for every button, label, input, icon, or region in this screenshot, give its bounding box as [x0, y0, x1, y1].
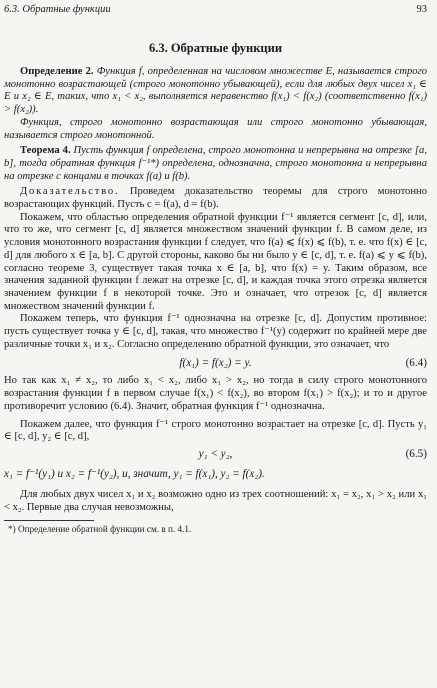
footnote-divider: [4, 520, 94, 521]
equation-6-4: [4, 351, 427, 375]
equation-6-5: [4, 444, 427, 464]
equation-6-4-number: (6.4): [405, 357, 427, 370]
definition-text: Функция f, определенная на числовом множестве E, называется строго монотонно возрастающей (строго монотонно убывающей), если для любых двух чисел x₁ ∈ E и x₂ ∈ E, таких, что x₁ < x₂, выполняется неравенство f(x₁) < f(x₂) (соответственно f(x₁) > f(x₂)).: [4, 66, 428, 116]
equation-6-4-body: f(x₁) = f(x₂) = y.: [179, 357, 252, 370]
page-number: 93: [416, 4, 427, 15]
running-head: [4, 4, 427, 24]
equation-6-5-number: (6.5): [405, 447, 427, 460]
running-title: 6.3. Обратные функции: [4, 4, 111, 15]
theorem-text: Пусть функция f определена, строго монотонна и непрерывна на отрезке [a, b], тогда обратная функция f⁻¹*) определена, однозначна, строго монотонна и непрерывна на отрезке с концами в точках f(a) и f(b).: [4, 145, 427, 182]
theorem-label: Теорема 4.: [20, 145, 71, 157]
proof-label: Доказательство.: [20, 186, 120, 198]
theorem-paragraph: [4, 145, 427, 183]
proof-paragraph-monotone: Покажем далее, что функция f⁻¹ строго монотонно возрастает на отрезке [c, d]. Пусть y₁ ∈ [c, d], y₂ ∈ [c, d],: [4, 418, 427, 443]
proof-intro: [4, 186, 427, 211]
definition-paragraph: [4, 66, 427, 117]
section-title: 6.3. Обратные функции: [148, 41, 283, 55]
proof-paragraph-contradiction: Но так как x₁ ≠ x₂, то либо x₁ < x₂, либо x₁ > x₂, но тогда в силу строго монотонного возрастания функции f в первом случае f(x₁) < f(x₂), во втором f(x₁) > f(x₂); и то и другое противоречит условию (6.4). Значит, обратная функция f⁻¹ однозначна.: [4, 375, 427, 412]
proof-paragraph-domain: Покажем, что областью определения обратной функции f⁻¹ является сегмент [c, d], или, что то же, что сегмент [c, d] является множеством значений функции f. В самом деле, из условия монотонного возрастания функции f следует, что f(a) ⩽ f(x) ⩽ f(b), т. е. что f(x) ∈ [c, d] для любого x ∈ [a, b]. С другой стороны, каково бы ни было y ∈ [c, d], т. е. f(a) ⩽ y ⩽ f(b), согласно теореме 3, существует такая точка x ∈ [a, b], что f(x) = y. Таким образом, все значения заданной функции f лежат на отрезке [c, d], и каждая точка этого отрезка является значением функции f в некоторой точке. Это и означает, что отрезок [c, d] является множеством значений функции f.: [4, 211, 427, 312]
equation-6-5-body: y₁ < y₂,: [198, 447, 233, 460]
proof-paragraph-cases: Для любых двух чисел x₁ и x₂ возможно одно из трех соотношений: x₁ = x₂, x₁ > x₂ или x₁ < x₂. Первые два случая невозможны,: [4, 488, 427, 513]
proof-intro-text: Проведем доказательство теоремы для строго монотонно возрастающих функций. Пусть c = f(a), d = f(b).: [4, 186, 427, 211]
equation-inverse-values: x₁ = f⁻¹(y₁) и x₂ = f⁻¹(y₂), и, значит, y₁ = f(x₁), y₂ = f(x₂).: [4, 467, 265, 480]
footnote: *) Определение обратной функции см. в п. 4.1.: [8, 524, 192, 535]
definition-note: Функция, строго монотонно возрастающая или строго монотонно убывающая, называется строго монотонной.: [4, 116, 427, 141]
proof-paragraph-single-valued: Покажем теперь, что функция f⁻¹ однозначна на отрезке [c, d]. Допустим противное: пусть существует точка y ∈ [c, d], такая, что множество f⁻¹(y) содержит по крайней мере две различные точки x₁ и x₂. Согласно определению обратной функции, это означает, что: [4, 313, 427, 350]
definition-label: Определение 2.: [20, 66, 94, 77]
